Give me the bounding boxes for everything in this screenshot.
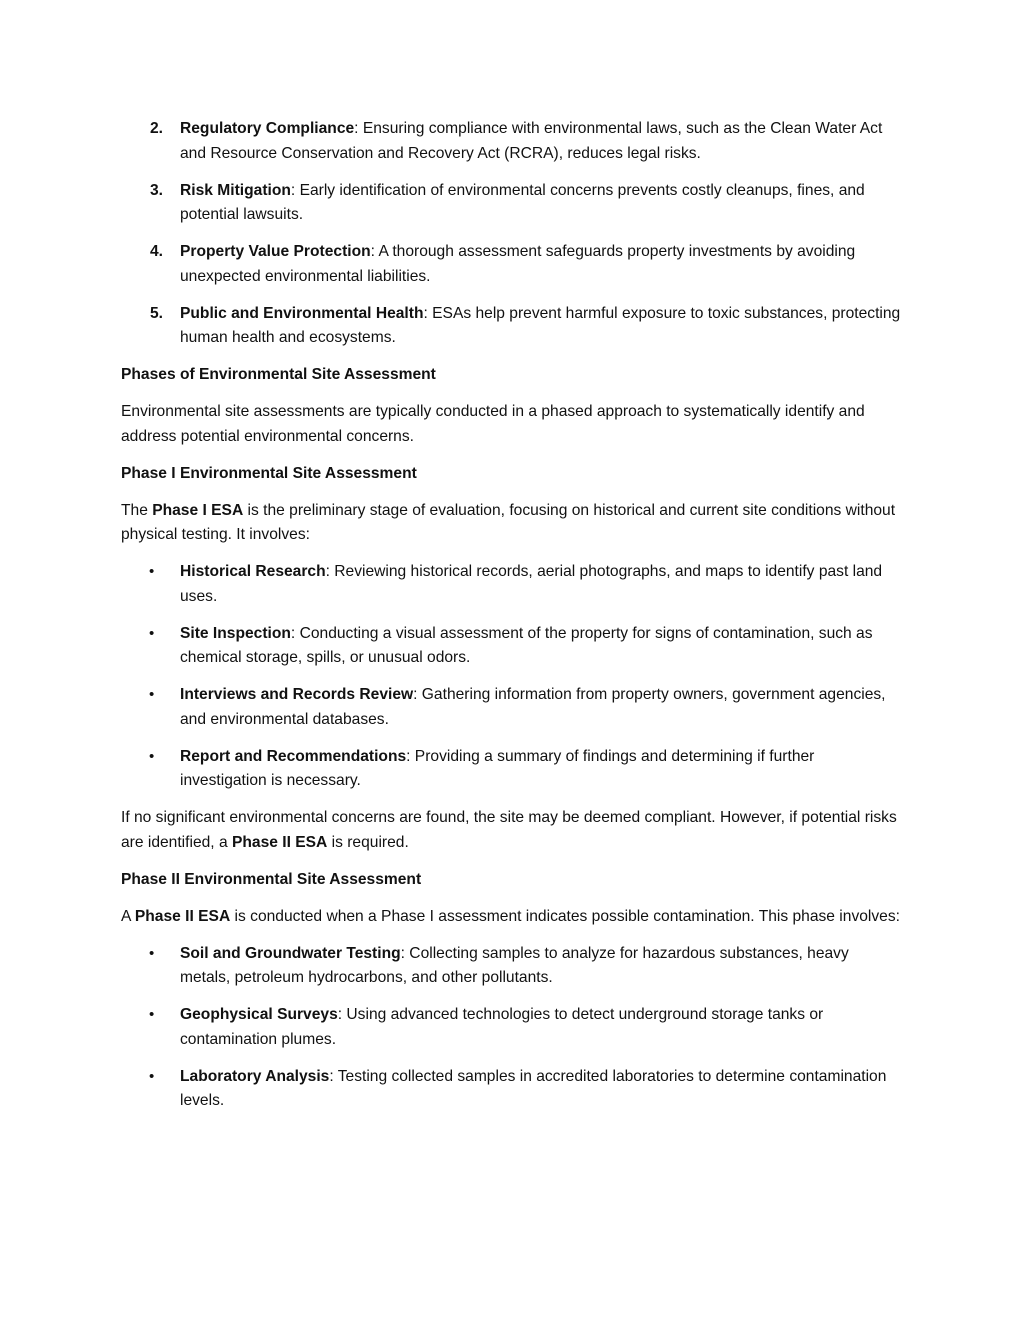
numbered-item: [121, 240, 901, 289]
item-title: Interviews and Records Review: [180, 686, 414, 703]
bullet-icon: •: [149, 1067, 155, 1085]
item-title: Regulatory Compliance: [180, 120, 355, 137]
benefits-numbered-list: [121, 117, 901, 351]
item-text: : Early identification of environmental concerns prevents costly cleanups, fines, and potential lawsuits.: [180, 181, 865, 223]
outro-text: is required.: [327, 833, 409, 851]
bullet-item: [121, 1065, 901, 1114]
bullet-icon: •: [149, 1006, 155, 1023]
bullet-icon: •: [149, 563, 155, 580]
bullet-icon: •: [149, 686, 155, 703]
bullet-icon: •: [149, 624, 155, 642]
intro-bold: Phase I ESA: [152, 501, 244, 519]
intro-text: is the preliminary stage of evaluation, focusing on historical and current site conditions without physical testing. It involves:: [121, 501, 896, 543]
document-body: [121, 117, 901, 1126]
item-title: Historical Research: [180, 563, 326, 580]
item-text: : Providing a summary of findings and determining if further investigation is necessary.: [180, 747, 815, 789]
section-heading-phase-1: Phase I Environmental Site Assessment: [121, 464, 417, 482]
list-number: 5.: [150, 304, 164, 322]
bullet-item: [121, 560, 901, 609]
numbered-item: [121, 179, 901, 228]
section-heading-phase-2: Phase II Environmental Site Assessment: [121, 870, 422, 888]
item-title: Report and Recommendations: [180, 747, 407, 765]
phase-2-intro-paragraph: [121, 905, 901, 930]
bullet-item: [121, 622, 901, 671]
list-number: 4.: [150, 243, 164, 260]
item-title: Site Inspection: [180, 624, 291, 642]
intro-text: The: [121, 501, 153, 519]
item-text: : Collecting samples to analyze for hazardous substances, heavy metals, petroleum hydrocarbons, and other pollutants.: [180, 944, 849, 986]
bullet-icon: •: [149, 747, 155, 765]
phase-2-bullet-list: [121, 942, 901, 1114]
item-title: Laboratory Analysis: [180, 1067, 330, 1085]
item-text: : Reviewing historical records, aerial photographs, and maps to identify past land uses.: [180, 563, 883, 605]
numbered-item: [121, 302, 901, 351]
outro-text: If no significant environmental concerns are found, the site may be deemed compliant. However, if potential risks are identified, a: [121, 809, 897, 851]
intro-text: is conducted when a Phase I assessment indicates possible contamination. This phase involves:: [230, 907, 900, 925]
item-title: Public and Environmental Health: [180, 304, 424, 322]
item-text: : Ensuring compliance with environmental laws, such as the Clean Water Act and Resource Conservation and Recovery Act (RCRA), reduces legal risks.: [180, 120, 883, 162]
item-text: : Testing collected samples in accredited laboratories to determine contamination levels.: [180, 1067, 887, 1109]
phase-1-outro-paragraph: [121, 806, 901, 855]
item-title: Property Value Protection: [180, 243, 371, 260]
item-text: : A thorough assessment safeguards property investments by avoiding unexpected environmental liabilities.: [180, 243, 856, 285]
list-number: 2.: [150, 120, 164, 137]
list-number: 3.: [150, 181, 164, 199]
phases-intro-paragraph: Environmental site assessments are typically conducted in a phased approach to systematically identify and address potential environmental concerns.: [121, 403, 865, 445]
phase-1-bullet-list: [121, 560, 901, 794]
item-text: : Using advanced technologies to detect underground storage tanks or contamination plumes.: [180, 1006, 824, 1048]
item-text: : Gathering information from property owners, government agencies, and environmental databases.: [180, 686, 886, 728]
item-text: : ESAs help prevent harmful exposure to toxic substances, protecting human health and ecosystems.: [180, 304, 901, 346]
bullet-icon: •: [149, 944, 155, 962]
bullet-item: [121, 1003, 901, 1052]
item-title: Geophysical Surveys: [180, 1006, 338, 1023]
bullet-item: [121, 683, 901, 732]
item-title: Soil and Groundwater Testing: [180, 944, 401, 962]
bullet-item: [121, 745, 901, 794]
section-heading-phases: Phases of Environmental Site Assessment: [121, 366, 436, 383]
item-text: : Conducting a visual assessment of the property for signs of contamination, such as chemical storage, spills, or unusual odors.: [180, 624, 873, 666]
outro-bold: Phase II ESA: [231, 833, 328, 851]
phase-1-intro-paragraph: [121, 499, 901, 548]
intro-bold: Phase II ESA: [134, 907, 231, 925]
intro-text: A: [121, 907, 135, 925]
bullet-item: [121, 942, 901, 991]
numbered-item: [121, 117, 901, 166]
item-title: Risk Mitigation: [180, 181, 291, 199]
